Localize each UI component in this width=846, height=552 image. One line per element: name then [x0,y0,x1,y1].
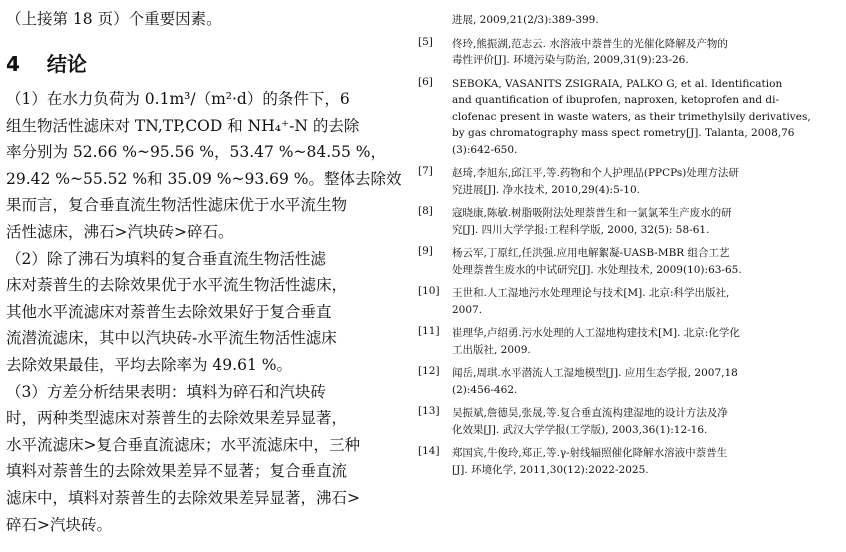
reference-line: and quantification of ibuprofen, naproxen, ketoprofen and di- [452,94,780,106]
reference-line: 究[J]. 四川大学学报:工程科学版, 2000, 32(5): 58-61. [452,223,710,236]
section-heading [6,48,386,80]
continuation-note: （上接第 18 页）个重要因素。 [6,10,222,28]
reference-line: 化效果[J]. 武汉大学学报(工学版), 2003,36(1):12-16. [452,423,708,436]
reference-line: 王世和.人工湿地污水处理理论与技术[M]. 北京:科学出版社, [452,287,730,299]
reference-line: 郑国宾,牛俊玲,郑正,等.γ-射线辐照催化降解水溶液中萘普生 [452,447,728,459]
paragraph-line: 其他水平流滤床对萘普生去除效果好于复合垂直 [6,302,332,321]
reference-line: 2007. [452,303,483,316]
reference-number: [14] [418,445,440,457]
reference-number: [12] [418,365,440,377]
reference-text [452,445,840,478]
paragraph-line: 滤床中，填料对萘普生的去除效果差异显著，沸石> [6,488,360,507]
reference-text [452,76,840,159]
paragraph-line: 水平流滤床>复合垂直流滤床；水平流滤床中，三种 [6,435,360,454]
reference-number: [13] [418,405,440,417]
section-number: 4 [6,52,20,76]
paragraph-line: 流潜流滤床，其中以汽块砖-水平流生物活性滤床 [6,329,337,348]
reference-line: 毒性评价[J]. 环境污染与防治, 2009,31(9):23-26. [452,54,689,66]
reference-text [452,365,840,398]
reference-item [418,365,840,398]
reference-item [418,405,840,438]
reference-number: [11] [418,325,440,337]
reference-number: [9] [418,245,433,257]
reference-line: 吴振斌,詹德昊,张晟,等.复合垂直流构建湿地的设计方法及净 [452,407,728,419]
reference-line: 崔理华,卢绍勇.污水处理的人工湿地构建技术[M]. 北京:化学化 [452,327,740,339]
reference-line: clofenac present in waste waters, as their trimethylsily derivatives, [452,110,811,123]
reference-number: [6] [418,75,433,88]
paragraph-line: 29.42 %~55.52 %和 35.09 %~93.69 %。整体去除效 [6,169,402,188]
reference-line: SEBOKA, VASANITS ZSIGRAIA, PALKO G, et al. Identification [452,77,783,90]
conclusion-paragraph [6,86,402,246]
reference-line: 佟玲,熊振湖,范志云. 水溶液中萘普生的光催化降解及产物的 [452,37,728,50]
reference-item [418,245,840,278]
reference-text [452,245,840,278]
reference-line: by gas chromatography mass spect rometry[J]. Talanta, 2008,76 [452,127,795,139]
reference-line: (2):456-462. [452,383,518,396]
reference-line: 处理萘普生废水的中试研究[J]. 水处理技术, 2009(10):63-65. [452,263,742,276]
conclusion-paragraph [6,379,386,539]
reference-item [418,36,840,69]
reference-list [418,36,840,479]
reference-text [452,165,840,198]
reference-item [418,165,840,198]
reference-text [452,325,840,358]
reference-item [418,445,840,478]
paragraph-line: 去除效果最佳，平均去除率为 49.61 %。 [6,355,292,374]
paragraph-line: 时，两种类型滤床对萘普生的去除效果差异显著， [6,409,348,428]
reference-number: [7] [418,165,433,177]
reference-line: 杨云军,丁原红,任洪强.应用电解絮凝-UASB-MBR 组合工艺 [452,247,730,259]
paragraph-line: 床对萘普生的去除效果优于水平流生物活性滤床， [6,276,348,295]
paragraph-line: 活性滤床，沸石>汽块砖>碎石。 [6,222,234,241]
paragraph-line: 率分别为 52.66 %~95.56 %，53.47 %~84.55 %， [6,143,387,162]
reference-number: [10] [418,285,440,297]
reference-item [418,285,840,318]
reference-item [418,205,840,238]
reference-text [452,405,840,438]
reference-number: [8] [418,205,433,217]
references-column [418,0,840,478]
reference-item [418,325,840,358]
reference-line: 赵琦,李旭东,邱江平,等.药物和个人护理品(PPCPs)处理方法研 [452,167,739,179]
conclusion-paragraphs [6,86,402,538]
reference-line: 究进展[J]. 净水技术, 2010,29(4):5-10. [452,183,641,196]
reference-line: 寇晓康,陈敏.树脂吸附法处理萘普生和一氯氯苯生产废水的研 [452,207,732,219]
reference-line: (3):642-650. [452,143,518,156]
reference-continuation: 进展, 2009,21(2/3):389-399. [452,14,599,26]
paragraph-line: 果而言，复合垂直流生物活性滤床优于水平流生物 [6,196,348,215]
paragraph-line: （1）在水力负荷为 0.1m³/（m²·d）的条件下，6 [6,90,350,108]
reference-item [418,76,840,159]
reference-line: [J]. 环境化学, 2011,30(12):2022-2025. [452,463,649,476]
section-title: 结论 [46,52,87,76]
reference-text [452,205,840,238]
paragraph-line: （2）除了沸石为填料的复合垂直流生物活性滤 [6,249,326,268]
paragraph-line: 碎石>汽块砖。 [6,515,112,534]
reference-line: 闻岳,周琪.水平潜流人工湿地模型[J]. 应用生态学报, 2007,18 [452,367,738,379]
reference-text [452,36,840,69]
paragraph-line: 组生物活性滤床对 TN,TP,COD 和 NH₄⁺-N 的去除 [6,116,360,135]
paragraph-line: （3）方差分析结果表明：填料为碎石和汽块砖 [6,382,326,401]
reference-number: [5] [418,35,433,48]
paragraph-line: 填料对萘普生的去除效果差异不显著；复合垂直流 [6,462,348,481]
conclusion-paragraph [6,246,386,379]
reference-text [452,285,840,318]
reference-line: 工出版社, 2009. [452,343,531,356]
left-column [6,0,402,538]
